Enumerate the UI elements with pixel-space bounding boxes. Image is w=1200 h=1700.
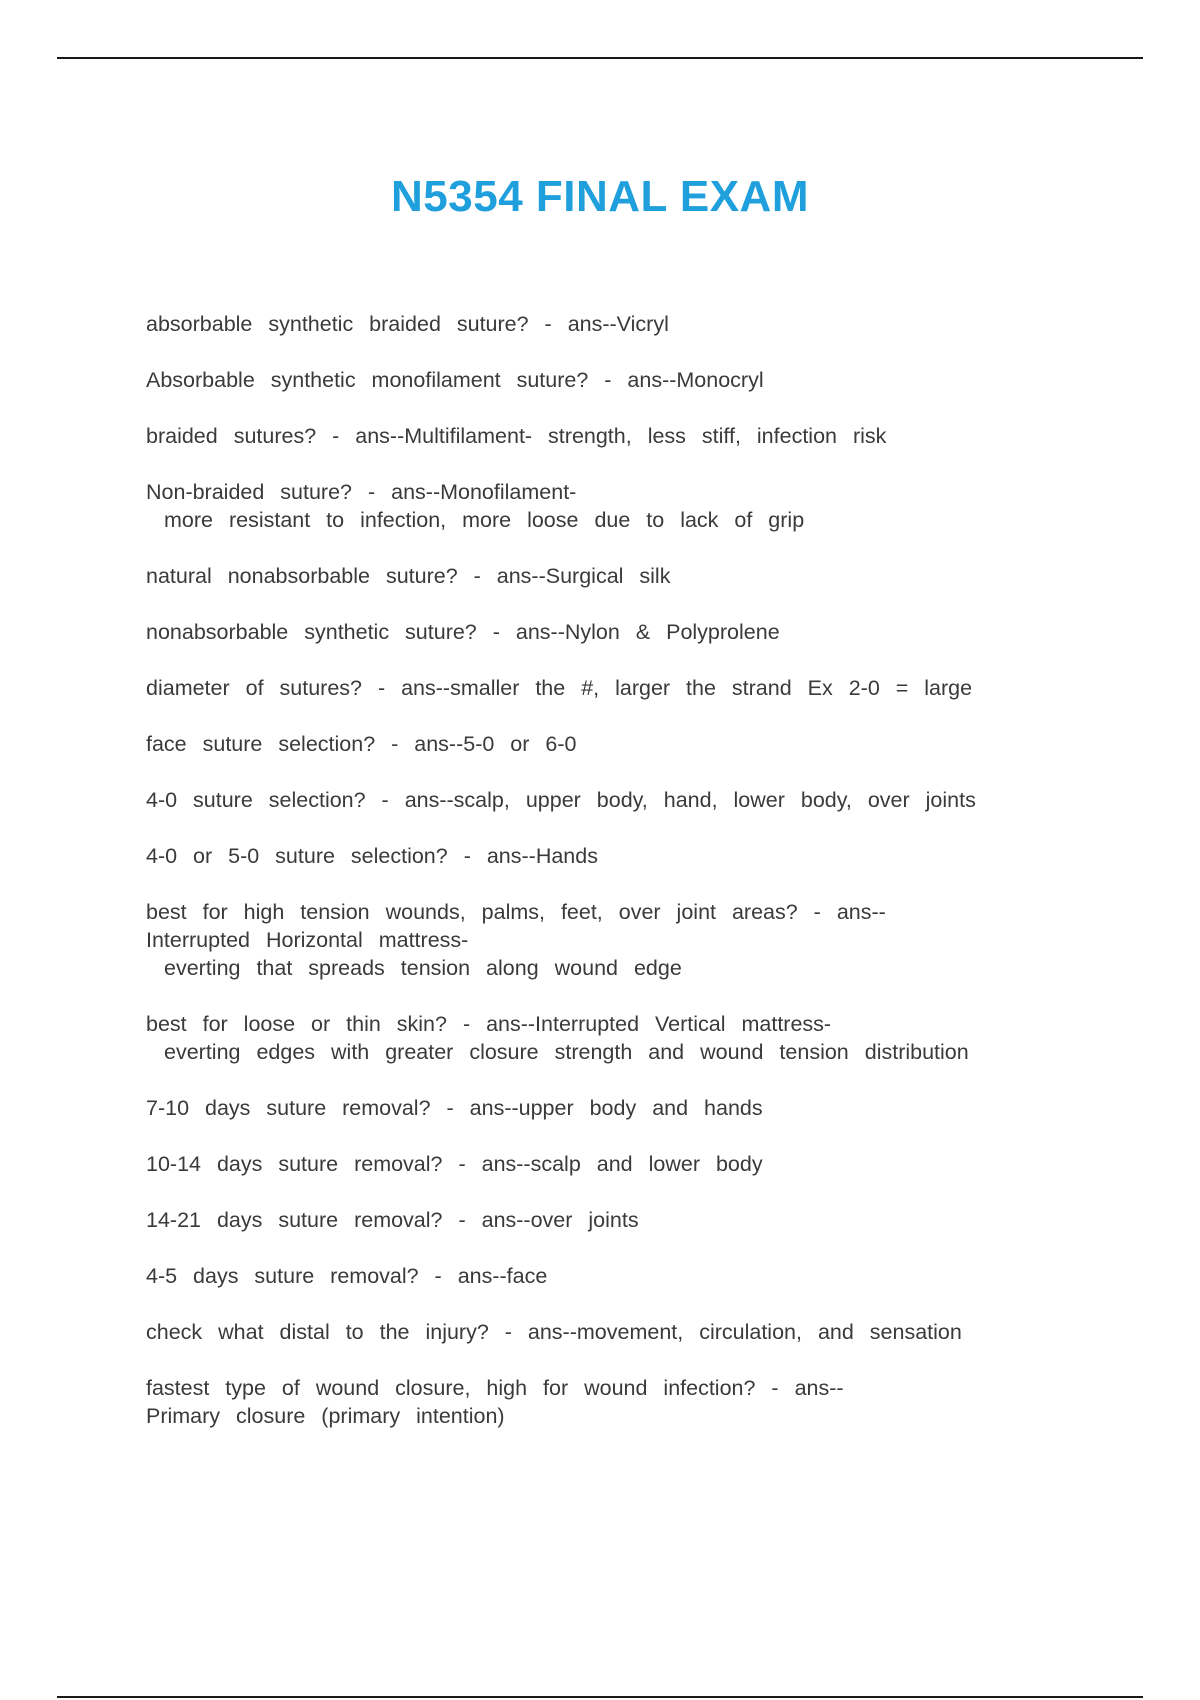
qa-item xyxy=(146,730,1096,758)
qa-line: Interrupted Horizontal mattress- xyxy=(146,928,469,952)
qa-item xyxy=(146,674,1096,702)
qa-item xyxy=(146,1262,1096,1290)
qa-line: 4-5 days suture removal? - ans--face xyxy=(146,1264,548,1288)
qa-item xyxy=(146,1094,1096,1122)
bottom-rule xyxy=(57,1696,1143,1698)
top-rule xyxy=(57,57,1143,59)
qa-line: 14-21 days suture removal? - ans--over joints xyxy=(146,1208,639,1232)
qa-line: Non-braided suture? - ans--Monofilament- xyxy=(146,480,577,504)
qa-item xyxy=(146,618,1096,646)
qa-item xyxy=(146,366,1096,394)
qa-item xyxy=(146,842,1096,870)
qa-line: best for high tension wounds, palms, feet, over joint areas? - ans-- xyxy=(146,900,886,924)
qa-item xyxy=(146,898,1096,982)
qa-line: everting that spreads tension along wound edge xyxy=(164,956,682,980)
qa-line: face suture selection? - ans--5-0 or 6-0 xyxy=(146,732,577,756)
qa-item xyxy=(146,310,1096,338)
qa-item xyxy=(146,1206,1096,1234)
qa-item xyxy=(146,562,1096,590)
qa-line: 4-0 suture selection? - ans--scalp, upper body, hand, lower body, over joints xyxy=(146,788,976,812)
qa-line: braided sutures? - ans--Multifilament- strength, less stiff, infection risk xyxy=(146,424,887,448)
qa-item xyxy=(146,478,1096,534)
qa-line: 10-14 days suture removal? - ans--scalp and lower body xyxy=(146,1152,763,1176)
qa-line: diameter of sutures? - ans--smaller the #, larger the strand Ex 2-0 = large xyxy=(146,676,973,700)
page-title: N5354 FINAL EXAM xyxy=(391,172,809,221)
qa-line: 7-10 days suture removal? - ans--upper body and hands xyxy=(146,1096,763,1120)
qa-item xyxy=(146,1150,1096,1178)
qa-line: 4-0 or 5-0 suture selection? - ans--Hands xyxy=(146,844,598,868)
qa-line: more resistant to infection, more loose due to lack of grip xyxy=(164,508,805,532)
qa-item xyxy=(146,1374,1096,1430)
qa-line: natural nonabsorbable suture? - ans--Surgical silk xyxy=(146,564,671,588)
qa-item xyxy=(146,1318,1096,1346)
qa-line: Absorbable synthetic monofilament suture? - ans--Monocryl xyxy=(146,368,764,392)
qa-item xyxy=(146,422,1096,450)
qa-line: Primary closure (primary intention) xyxy=(146,1404,505,1428)
qa-line: everting edges with greater closure strength and wound tension distribution xyxy=(164,1040,969,1064)
qa-item xyxy=(146,1010,1096,1066)
qa-line: best for loose or thin skin? - ans--Interrupted Vertical mattress- xyxy=(146,1012,832,1036)
qa-line: check what distal to the injury? - ans--movement, circulation, and sensation xyxy=(146,1320,962,1344)
qa-line: nonabsorbable synthetic suture? - ans--Nylon & Polyprolene xyxy=(146,620,780,644)
qa-item xyxy=(146,786,1096,814)
qa-line: fastest type of wound closure, high for wound infection? - ans-- xyxy=(146,1376,844,1400)
qa-list xyxy=(146,310,1096,1458)
qa-line: absorbable synthetic braided suture? - ans--Vicryl xyxy=(146,312,669,336)
